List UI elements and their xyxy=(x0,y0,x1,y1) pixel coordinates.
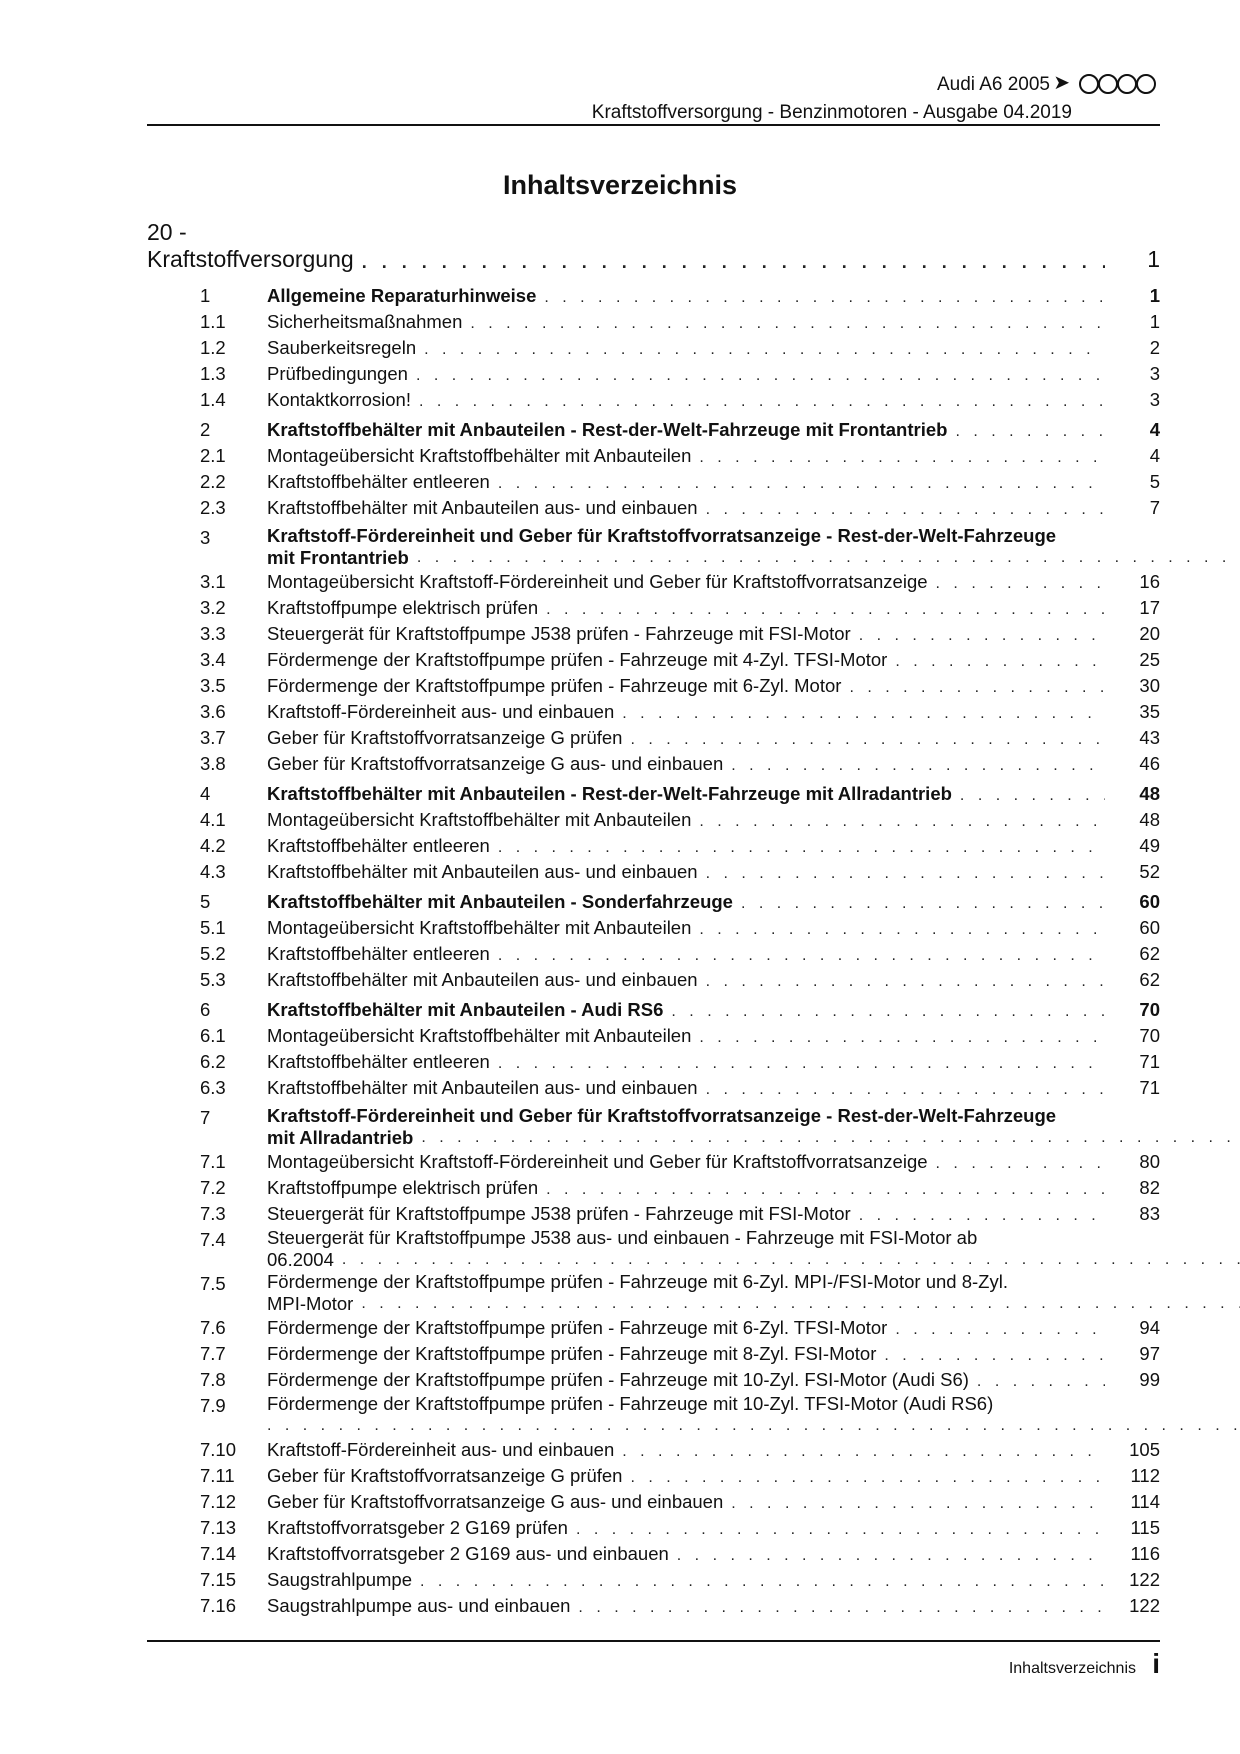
entry-number: 6.1 xyxy=(200,1025,226,1046)
leader-dots xyxy=(622,1441,1105,1463)
entry-page: 94 xyxy=(1139,1317,1160,1338)
entry-title: Montageübersicht Kraftstoff-Fördereinheit und Geber für Kraftstoffvorratsanzeige xyxy=(267,571,928,592)
entry-number: 3.7 xyxy=(200,727,226,748)
entry-page: 1 xyxy=(1149,311,1160,332)
leader-dots xyxy=(498,945,1105,967)
leader-dots xyxy=(417,547,1240,569)
entry-page: 70 xyxy=(1139,1025,1160,1046)
toc-subsection[interactable] xyxy=(147,1315,1160,1341)
entry-page: 35 xyxy=(1139,701,1160,722)
entry-page: 115 xyxy=(1130,1517,1160,1538)
toc-subsection[interactable] xyxy=(147,725,1160,751)
footer-divider xyxy=(147,1640,1160,1642)
leader-dots xyxy=(576,1519,1105,1541)
toc-subsection[interactable] xyxy=(147,1023,1160,1049)
entry-number: 7.4 xyxy=(200,1229,226,1250)
leader-dots xyxy=(546,1179,1105,1201)
entry-title: Kraftstoffbehälter mit Anbauteilen aus- und einbauen xyxy=(267,1077,698,1098)
leader-dots xyxy=(895,651,1105,673)
toc-subsection[interactable] xyxy=(147,621,1160,647)
entry-number: 2.2 xyxy=(200,471,226,492)
entry-title: Fördermenge der Kraftstoffpumpe prüfen - Fahrzeuge mit 6-Zyl. Motor xyxy=(267,675,842,696)
entry-number: 7.7 xyxy=(200,1343,226,1364)
toc-subsection[interactable] xyxy=(147,1341,1160,1367)
entry-title: Kraftstoffbehälter mit Anbauteilen - Sonderfahrzeuge xyxy=(267,891,733,912)
entry-page: 17 xyxy=(1139,597,1160,618)
entry-title: Kraftstoffbehälter entleeren xyxy=(267,943,490,964)
arrow-icon: ➤ xyxy=(1053,72,1070,94)
entry-title: Montageübersicht Kraftstoffbehälter mit Anbauteilen xyxy=(267,809,692,830)
toc-subsection[interactable] xyxy=(147,495,1160,521)
audi-rings-logo xyxy=(1078,73,1160,95)
entry-title: Kraftstoffpumpe elektrisch prüfen xyxy=(267,1177,539,1198)
toc-subsection[interactable] xyxy=(147,1049,1160,1075)
entry-number: 5.1 xyxy=(200,917,226,938)
toc-section[interactable] xyxy=(147,525,1160,569)
entry-page: 71 xyxy=(1139,1051,1160,1072)
entry-title-continued: MPI-Motor xyxy=(267,1293,354,1314)
toc-subsection[interactable] xyxy=(147,1463,1160,1489)
leader-dots xyxy=(498,837,1105,859)
leader-dots xyxy=(955,421,1105,443)
entry-page: 3 xyxy=(1149,363,1160,384)
entry-page: 60 xyxy=(1139,917,1160,938)
page-header xyxy=(147,64,1160,124)
leader-dots xyxy=(859,625,1105,647)
entry-page: 25 xyxy=(1139,649,1160,670)
entry-page: 97 xyxy=(1139,1343,1160,1364)
entry-title: Fördermenge der Kraftstoffpumpe prüfen - Fahrzeuge mit 6-Zyl. TFSI-Motor xyxy=(267,1317,888,1338)
leader-dots xyxy=(470,313,1105,335)
entry-page: 80 xyxy=(1139,1151,1160,1172)
entry-number: 1.1 xyxy=(200,311,226,332)
entry-number: 2 xyxy=(200,419,211,440)
entry-page: 46 xyxy=(1139,753,1160,774)
entry-title: Kraftstoffbehälter mit Anbauteilen aus- und einbauen xyxy=(267,497,698,518)
entry-number: 3.1 xyxy=(200,571,226,592)
toc-subsection[interactable] xyxy=(147,1489,1160,1515)
entry-page: 105 xyxy=(1129,1439,1160,1460)
chapter-entry[interactable] xyxy=(147,219,1160,273)
entry-page: 30 xyxy=(1139,675,1160,696)
toc-subsection[interactable] xyxy=(147,361,1160,387)
entry-number: 1.4 xyxy=(200,389,226,410)
entry-title: Fördermenge der Kraftstoffpumpe prüfen - Fahrzeuge mit 10-Zyl. FSI-Motor (Audi S6) xyxy=(267,1369,969,1390)
entry-page: 52 xyxy=(1139,861,1160,882)
entry-number: 6.2 xyxy=(200,1051,226,1072)
entry-title: Kontaktkorrosion! xyxy=(267,389,411,410)
leader-dots xyxy=(936,1153,1105,1175)
entry-title: Kraftstoffvorratsgeber 2 G169 aus- und einbauen xyxy=(267,1543,669,1564)
toc-subsection[interactable] xyxy=(147,1593,1160,1619)
entry-number: 5.2 xyxy=(200,943,226,964)
leader-dots xyxy=(977,1371,1105,1393)
leader-dots xyxy=(706,863,1105,885)
entry-title: Sauberkeitsregeln xyxy=(267,337,417,358)
entry-page: 112 xyxy=(1130,1465,1160,1486)
entry-title: Fördermenge der Kraftstoffpumpe prüfen - Fahrzeuge mit 6-Zyl. MPI-/FSI-Motor und 8-Zyl. xyxy=(267,1271,1008,1292)
entry-title: Saugstrahlpumpe aus- und einbauen xyxy=(267,1595,571,1616)
leader-dots xyxy=(361,1293,1240,1315)
entry-page: 5 xyxy=(1149,471,1160,492)
entry-number: 7.9 xyxy=(200,1395,226,1416)
toc-subsection[interactable] xyxy=(147,469,1160,495)
entry-page: 49 xyxy=(1139,835,1160,856)
footer-label: Inhaltsverzeichnis xyxy=(1008,1660,1136,1677)
leader-dots xyxy=(936,573,1105,595)
toc-section[interactable] xyxy=(147,417,1160,443)
entry-title: Kraftstoffbehälter mit Anbauteilen - Rest-der-Welt-Fahrzeuge mit Frontantrieb xyxy=(267,419,948,440)
entry-title: Montageübersicht Kraftstoffbehälter mit Anbauteilen xyxy=(267,917,692,938)
leader-dots xyxy=(884,1345,1105,1367)
entry-title: Kraftstoff-Fördereinheit aus- und einbauen xyxy=(267,1439,615,1460)
leader-dots xyxy=(630,1467,1105,1489)
leader-dots xyxy=(342,1249,1240,1271)
entry-number: 3.3 xyxy=(200,623,226,644)
entry-title: Geber für Kraftstoffvorratsanzeige G prüfen xyxy=(267,727,623,748)
leader-dots xyxy=(849,677,1105,699)
toc-subsection[interactable] xyxy=(147,833,1160,859)
entry-number: 2.1 xyxy=(200,445,226,466)
toc-subsection[interactable] xyxy=(147,751,1160,777)
toc-subsection[interactable] xyxy=(147,335,1160,361)
entry-number: 3.4 xyxy=(200,649,226,670)
toc-subsection[interactable] xyxy=(147,699,1160,725)
leader-dots xyxy=(699,811,1105,833)
leader-dots xyxy=(498,473,1105,495)
entry-title: Kraftstoffpumpe elektrisch prüfen xyxy=(267,597,539,618)
leader-dots xyxy=(578,1597,1105,1619)
entry-title: Kraftstoff-Fördereinheit und Geber für Kraftstoffvorratsanzeige - Rest-der-Welt-Fahrzeuge xyxy=(267,525,1057,546)
entry-title: Kraftstoff-Fördereinheit und Geber für Kraftstoffvorratsanzeige - Rest-der-Welt-Fahrzeuge xyxy=(267,1105,1057,1126)
entry-number: 1.2 xyxy=(200,337,226,358)
leader-dots xyxy=(731,755,1105,777)
leader-dots xyxy=(741,893,1105,915)
entry-title: Steuergerät für Kraftstoffpumpe J538 prüfen - Fahrzeuge mit FSI-Motor xyxy=(267,1203,851,1224)
entry-number: 7.8 xyxy=(200,1369,226,1390)
leader-dots xyxy=(362,251,1105,273)
leader-dots xyxy=(706,1079,1105,1101)
entry-number: 3.2 xyxy=(200,597,226,618)
toc-subsection[interactable] xyxy=(147,1437,1160,1463)
entry-number: 7.2 xyxy=(200,1177,226,1198)
leader-dots xyxy=(859,1205,1105,1227)
entry-title-continued: mit Frontantrieb xyxy=(267,547,409,568)
leader-dots xyxy=(677,1545,1105,1567)
leader-dots xyxy=(416,365,1105,387)
leader-dots xyxy=(420,1571,1105,1593)
entry-number: 7 xyxy=(200,1107,211,1128)
leader-dots xyxy=(706,971,1105,993)
entry-page: 16 xyxy=(1139,571,1160,592)
toc-section[interactable] xyxy=(147,283,1160,309)
toc-subsection[interactable] xyxy=(147,1541,1160,1567)
entry-page: 48 xyxy=(1139,783,1160,804)
entry-page: 114 xyxy=(1130,1491,1160,1512)
leader-dots xyxy=(421,1127,1240,1149)
entry-page: 122 xyxy=(1129,1595,1160,1616)
toc-section[interactable] xyxy=(147,781,1160,807)
entry-title: Prüfbedingungen xyxy=(267,363,408,384)
entry-number: 3 xyxy=(200,527,211,548)
toc-subsection[interactable] xyxy=(147,1075,1160,1101)
entry-number: 4.3 xyxy=(200,861,226,882)
entry-title: Kraftstoffbehälter entleeren xyxy=(267,1051,490,1072)
entry-title: Kraftstoffbehälter entleeren xyxy=(267,471,490,492)
entry-title-continued: mit Allradantrieb xyxy=(267,1127,414,1148)
chapter-label: 20 - Kraftstoffversorgung xyxy=(147,219,354,272)
toc-subsection[interactable] xyxy=(147,1227,1160,1271)
entry-number: 4 xyxy=(200,783,211,804)
toc-subsection[interactable] xyxy=(147,309,1160,335)
entry-page: 70 xyxy=(1139,999,1160,1020)
entry-page: 122 xyxy=(1129,1569,1160,1590)
leader-dots xyxy=(699,1027,1105,1049)
entry-title-continued: 06.2004 xyxy=(267,1249,334,1270)
entry-number: 7.13 xyxy=(200,1517,237,1538)
entry-title: Kraftstoffbehälter mit Anbauteilen - Rest-der-Welt-Fahrzeuge mit Allradantrieb xyxy=(267,783,952,804)
entry-page: 2 xyxy=(1149,337,1160,358)
entry-page: 4 xyxy=(1149,419,1160,440)
leader-dots xyxy=(895,1319,1105,1341)
entry-page: 83 xyxy=(1139,1203,1160,1224)
leader-dots xyxy=(699,919,1105,941)
entry-number: 3.5 xyxy=(200,675,226,696)
toc-subsection[interactable] xyxy=(147,967,1160,993)
entry-title: Kraftstoffbehälter mit Anbauteilen aus- und einbauen xyxy=(267,969,698,990)
leader-dots xyxy=(731,1493,1105,1515)
toc-subsection[interactable] xyxy=(147,1567,1160,1593)
entry-number: 3.6 xyxy=(200,701,226,722)
entry-title: Kraftstoffbehälter mit Anbauteilen aus- und einbauen xyxy=(267,861,698,882)
entry-page: 3 xyxy=(1149,389,1160,410)
leader-dots xyxy=(622,703,1105,725)
entry-page: 60 xyxy=(1139,891,1160,912)
toc-subsection[interactable] xyxy=(147,673,1160,699)
toc-entries xyxy=(147,283,1160,1619)
entry-number: 7.15 xyxy=(200,1569,237,1590)
entry-page: 62 xyxy=(1139,969,1160,990)
entry-number: 7.12 xyxy=(200,1491,237,1512)
entry-number: 4.2 xyxy=(200,835,226,856)
toc-subsection[interactable] xyxy=(147,595,1160,621)
entry-title: Geber für Kraftstoffvorratsanzeige G prüfen xyxy=(267,1465,623,1486)
leader-dots xyxy=(498,1053,1105,1075)
entry-number: 5 xyxy=(200,891,211,912)
leader-dots xyxy=(424,339,1105,361)
chapter-page: 1 xyxy=(1147,246,1160,272)
toc-subsection[interactable] xyxy=(147,387,1160,413)
entry-title: Fördermenge der Kraftstoffpumpe prüfen - Fahrzeuge mit 10-Zyl. TFSI-Motor (Audi RS6) xyxy=(267,1393,994,1414)
footer-page-number: i xyxy=(1152,1648,1160,1679)
entry-title: Geber für Kraftstoffvorratsanzeige G aus- und einbauen xyxy=(267,753,724,774)
entry-title: Steuergerät für Kraftstoffpumpe J538 aus- und einbauen - Fahrzeuge mit FSI-Motor ab xyxy=(267,1227,978,1248)
entry-page: 48 xyxy=(1139,809,1160,830)
leader-dots xyxy=(960,785,1105,807)
leader-dots xyxy=(699,447,1105,469)
toc-subsection[interactable] xyxy=(147,647,1160,673)
toc-subsection[interactable] xyxy=(147,1149,1160,1175)
entry-page: 82 xyxy=(1139,1177,1160,1198)
entry-title: Kraftstoffvorratsgeber 2 G169 prüfen xyxy=(267,1517,568,1538)
entry-title: Kraftstoff-Fördereinheit aus- und einbauen xyxy=(267,701,615,722)
entry-number: 4.1 xyxy=(200,809,226,830)
toc-subsection[interactable] xyxy=(147,807,1160,833)
header-divider xyxy=(147,124,1160,126)
entry-number: 7.6 xyxy=(200,1317,226,1338)
entry-title: Sicherheitsmaßnahmen xyxy=(267,311,463,332)
toc-subsection[interactable] xyxy=(147,1201,1160,1227)
leader-dots xyxy=(419,391,1105,413)
entry-number: 6.3 xyxy=(200,1077,226,1098)
leader-dots xyxy=(544,287,1105,309)
entry-number: 7.10 xyxy=(200,1439,237,1460)
toc-section[interactable] xyxy=(147,1105,1160,1149)
entry-number: 6 xyxy=(200,999,211,1020)
toc-section[interactable] xyxy=(147,997,1160,1023)
entry-number: 2.3 xyxy=(200,497,226,518)
entry-number: 7.16 xyxy=(200,1595,237,1616)
entry-number: 7.14 xyxy=(200,1543,237,1564)
entry-title: Kraftstoffbehälter entleeren xyxy=(267,835,490,856)
toc-subsection[interactable] xyxy=(147,1515,1160,1541)
leader-dots xyxy=(630,729,1105,751)
toc-section[interactable] xyxy=(147,889,1160,915)
entry-title: Saugstrahlpumpe xyxy=(267,1569,413,1590)
entry-page: 4 xyxy=(1149,445,1160,466)
entry-title: Geber für Kraftstoffvorratsanzeige G aus- und einbauen xyxy=(267,1491,724,1512)
entry-title: Fördermenge der Kraftstoffpumpe prüfen - Fahrzeuge mit 8-Zyl. FSI-Motor xyxy=(267,1343,877,1364)
toc-subsection[interactable] xyxy=(147,1271,1160,1315)
page-title: Inhaltsverzeichnis xyxy=(502,170,738,200)
entry-title: Montageübersicht Kraftstoffbehälter mit Anbauteilen xyxy=(267,445,692,466)
toc-subsection[interactable] xyxy=(147,1393,1160,1437)
header-subtitle: Kraftstoffversorgung - Benzinmotoren - Ausgabe 04.2019 xyxy=(591,102,1072,123)
toc-subsection[interactable] xyxy=(147,443,1160,469)
table-of-contents xyxy=(147,219,1160,1619)
entry-number: 7.1 xyxy=(200,1151,226,1172)
toc-subsection[interactable] xyxy=(147,941,1160,967)
toc-subsection[interactable] xyxy=(147,915,1160,941)
entry-title: Fördermenge der Kraftstoffpumpe prüfen - Fahrzeuge mit 4-Zyl. TFSI-Motor xyxy=(267,649,888,670)
header-model: Audi A6 2005 xyxy=(936,74,1050,95)
entry-number: 1 xyxy=(200,285,211,306)
toc-subsection[interactable] xyxy=(147,569,1160,595)
leader-dots xyxy=(546,599,1105,621)
leader-dots xyxy=(671,1001,1105,1023)
entry-number: 5.3 xyxy=(200,969,226,990)
entry-title: Steuergerät für Kraftstoffpumpe J538 prüfen - Fahrzeuge mit FSI-Motor xyxy=(267,623,851,644)
entry-number: 3.8 xyxy=(200,753,226,774)
toc-subsection[interactable] xyxy=(147,859,1160,885)
entry-page: 71 xyxy=(1139,1077,1160,1098)
entry-title: Montageübersicht Kraftstoffbehälter mit Anbauteilen xyxy=(267,1025,692,1046)
entry-number: 7.5 xyxy=(200,1273,226,1294)
leader-dots xyxy=(706,499,1105,521)
entry-number: 7.11 xyxy=(200,1465,235,1486)
toc-subsection[interactable] xyxy=(147,1367,1160,1393)
entry-title: Montageübersicht Kraftstoff-Fördereinheit und Geber für Kraftstoffvorratsanzeige xyxy=(267,1151,928,1172)
entry-number: 7.3 xyxy=(200,1203,226,1224)
entry-title: Allgemeine Reparaturhinweise xyxy=(267,285,537,306)
entry-page: 7 xyxy=(1149,497,1160,518)
entry-number: 1.3 xyxy=(200,363,226,384)
leader-dots xyxy=(267,1415,1240,1437)
entry-title: Kraftstoffbehälter mit Anbauteilen - Audi RS6 xyxy=(267,999,664,1020)
entry-page: 116 xyxy=(1130,1543,1160,1564)
entry-page: 62 xyxy=(1139,943,1160,964)
entry-page: 1 xyxy=(1149,285,1160,306)
toc-subsection[interactable] xyxy=(147,1175,1160,1201)
entry-page: 20 xyxy=(1139,623,1160,644)
entry-page: 99 xyxy=(1139,1369,1160,1390)
entry-page: 43 xyxy=(1139,727,1160,748)
